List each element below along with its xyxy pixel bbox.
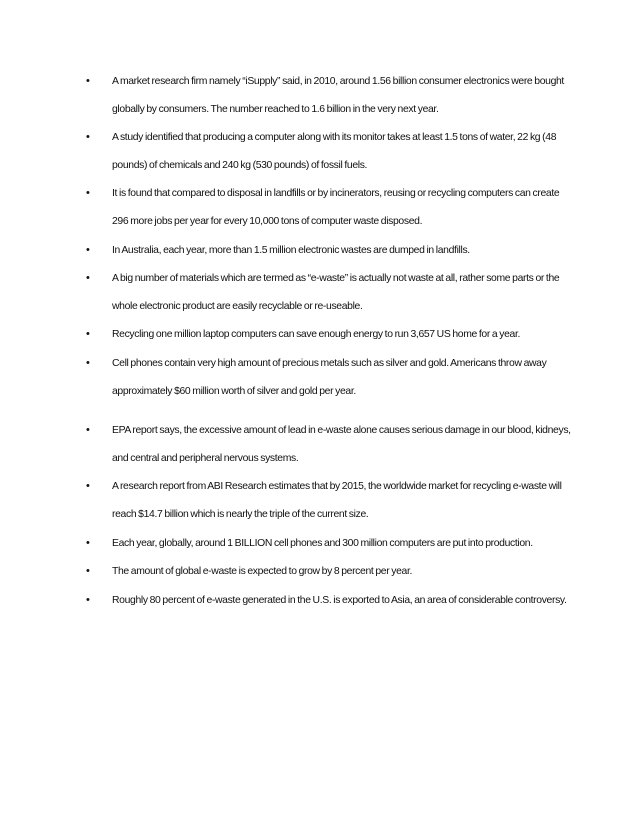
list-item xyxy=(86,124,572,179)
list-item xyxy=(86,350,572,405)
bullet-icon: • xyxy=(86,565,90,578)
list-item xyxy=(86,180,572,235)
list-item xyxy=(86,530,572,558)
bullet-icon: • xyxy=(86,424,90,437)
list-item xyxy=(86,558,572,586)
list-item-text: A study identified that producing a computer along with its monitor takes at least 1.5 tons of water, 22 kg (48 pounds) of chemicals and 240 kg (530 pounds) of fossil fuels. xyxy=(112,132,557,171)
bullet-icon: • xyxy=(86,187,90,200)
bullet-icon: • xyxy=(86,593,90,606)
bullet-icon: • xyxy=(86,356,90,369)
list-item xyxy=(86,321,572,349)
list-item-text: A big number of materials which are termed as “e-waste” is actually not waste at all, rather some parts or the whole electronic product are easily recyclable or re-useable. xyxy=(112,273,560,312)
list-item-text: In Australia, each year, more than 1.5 million electronic wastes are dumped in landfills. xyxy=(112,244,470,256)
list-item-text: The amount of global e-waste is expected to grow by 8 percent per year. xyxy=(112,566,413,578)
list-item xyxy=(86,587,572,615)
bullet-icon: • xyxy=(86,536,90,549)
bullet-icon: • xyxy=(86,328,90,341)
list-item xyxy=(86,68,572,123)
list-item xyxy=(86,237,572,265)
list-item xyxy=(86,473,572,528)
list-item-text: A research report from ABI Research estimates that by 2015, the worldwide market for recycling e-waste will reach $14.7 billion which is nearly the triple of the current size. xyxy=(112,481,562,520)
list-item-text: A market research firm namely “iSupply” said, in 2010, around 1.56 billion consumer electronics were bought globally by consumers. The number reached to 1.6 billion in the very next year. xyxy=(112,76,564,115)
fact-bullet-list xyxy=(86,68,572,615)
bullet-icon: • xyxy=(86,243,90,256)
list-item-text: It is found that compared to disposal in landfills or by incinerators, reusing or recycling computers can create 296 more jobs per year for every 10,000 tons of computer waste disposed. xyxy=(112,188,560,227)
bullet-icon: • xyxy=(86,75,90,87)
bullet-icon: • xyxy=(86,480,90,493)
list-item-text: EPA report says, the excessive amount of lead in e-waste alone causes serious damage in our blood, kidneys, and central and peripheral nervous systems. xyxy=(112,425,571,464)
list-item-text: Roughly 80 percent of e-waste generated in the U.S. is exported to Asia, an area of considerable controversy. xyxy=(112,594,567,606)
list-item-text: Cell phones contain very high amount of precious metals such as silver and gold. Americans throw away approximately $60 million worth of silver and gold per year. xyxy=(112,357,547,397)
bullet-icon: • xyxy=(86,272,90,285)
list-item-text: Recycling one million laptop computers can save enough energy to run 3,657 US home for a year. xyxy=(112,329,521,341)
bullet-icon: • xyxy=(86,131,90,144)
list-item xyxy=(86,417,572,472)
list-item-text: Each year, globally, around 1 BILLION cell phones and 300 million computers are put into production. xyxy=(112,537,533,549)
list-item xyxy=(86,265,572,320)
